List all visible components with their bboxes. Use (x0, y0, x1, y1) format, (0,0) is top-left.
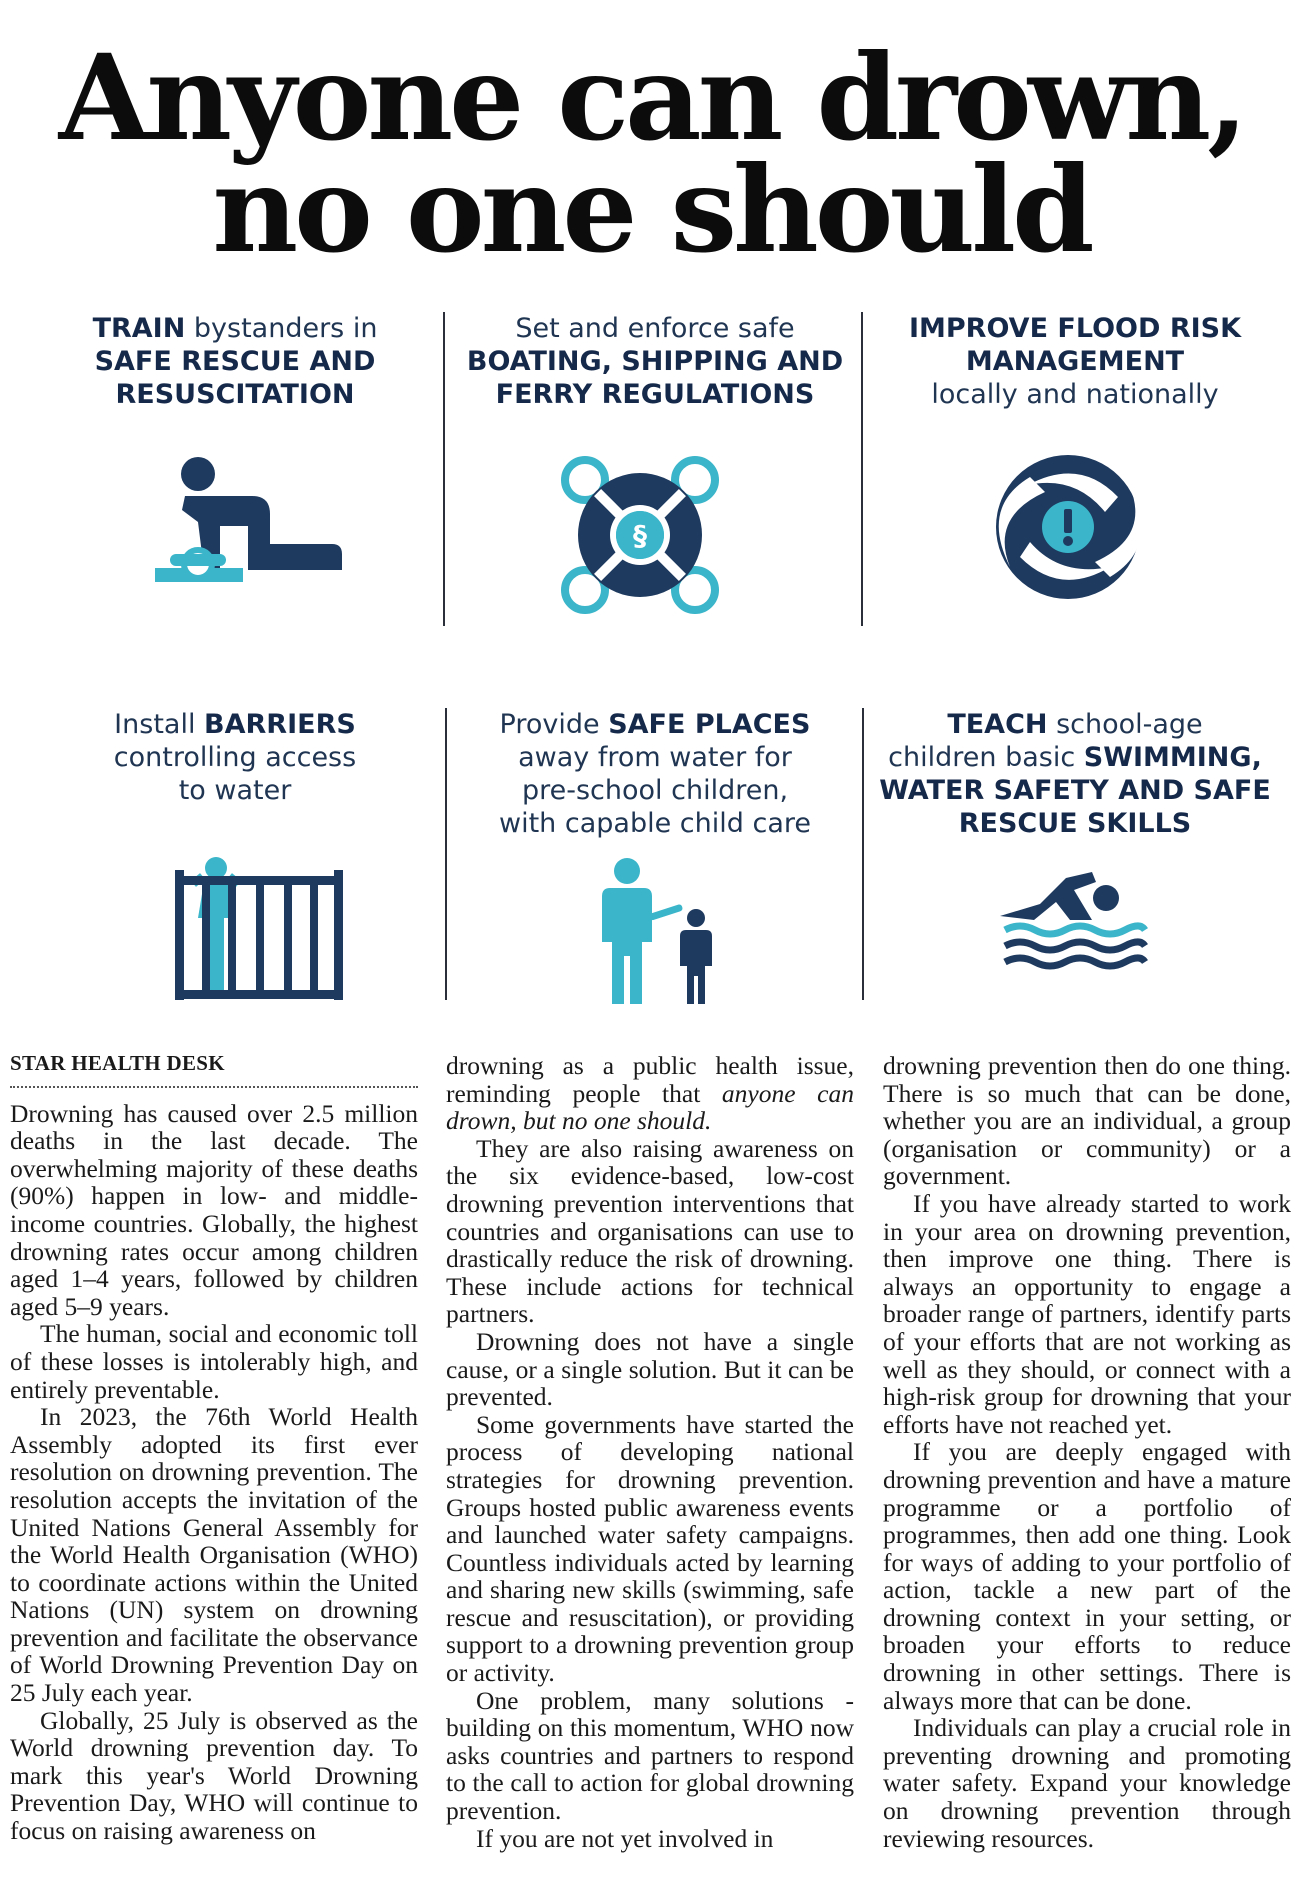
cell-train-bystanders (20, 312, 450, 411)
cell-barriers (20, 708, 450, 807)
headline (0, 28, 1303, 279)
article-paragraph: Individuals can play a crucial role in preventing drowning and promoting water safety. Expand your knowledge on drowning prevention through reviewing resources. (883, 1713, 1291, 1853)
caption-emphasis: SWIMMING, (1083, 742, 1262, 773)
headline-line-1: Anyone can drown, (58, 28, 1245, 167)
caption-emphasis: SAFE PLACES (608, 709, 811, 740)
cell-teach-swimming (860, 708, 1290, 840)
caption-text: with capable child care (499, 808, 811, 839)
caption-emphasis: TRAIN (92, 313, 186, 344)
article-paragraph: Some governments have started the process of developing national strategies for drowning prevention. Groups hosted public awareness events and launched water safety campaigns. Countless individuals acted by learning and sharing new skills (swimming, safe rescue and resuscitation), or providing support to a drowning prevention group or activity. (446, 1409, 854, 1688)
article-paragraph: Globally, 25 July is observed as the World drowning prevention day. To mark this year's World Drowning Prevention Day, WHO will continue to focus on raising awareness on (10, 1705, 418, 1846)
article-paragraph: If you are deeply engaged with drowning prevention and have a mature programme or a portfolio of programmes, then add one thing. Look for ways of adding to your portfolio of action, tackle a new part of the drowning context in your setting, or broaden your efforts to reduce drowning in other settings. There is always more that can be done. (883, 1437, 1291, 1715)
caption-text: locally and nationally (931, 379, 1219, 410)
article-paragraph: Drowning does not have a single cause, or a single solution. But it can be prevented. (446, 1326, 854, 1412)
caption-emphasis: MANAGEMENT (965, 346, 1185, 377)
cell-caption (440, 312, 870, 411)
caption-text: children basic (888, 742, 1084, 773)
article-paragraph: In 2023, the 76th World Health Assembly adopted its first ever resolution on drowning prevention. The resolution accepts the invitation of the United Nations General Assembly for the World Health Organisation (WHO) to coordinate actions within the United Nations (UN) system on drowning prevention and facilitate the observance of World Drowning Prevention Day on 25 July each year. (10, 1402, 418, 1708)
caption-emphasis: RESUSCITATION (115, 379, 355, 410)
divider-line (861, 312, 863, 626)
article-column-3 (883, 1052, 1291, 1852)
caption-text: to water (178, 775, 292, 806)
cell-boating-regulations (440, 312, 870, 552)
caption-emphasis: RESCUE SKILLS (958, 808, 1192, 839)
divider-line (862, 708, 864, 1000)
cell-caption (20, 312, 450, 411)
barrier-fence-icon (20, 856, 450, 1006)
article-paragraph: If you are not yet involved in (476, 1823, 774, 1853)
caption-text: bystanders in (185, 313, 378, 344)
emphasis-text: anyone can drown, but no one should. (446, 1078, 854, 1136)
article-column-1 (10, 1050, 418, 1845)
caption-text: pre-school children, (521, 775, 789, 806)
caption-text: school-age (1047, 709, 1203, 740)
cell-caption (860, 708, 1290, 840)
svg-text:§: § (633, 519, 647, 552)
article-paragraph: Drowning has caused over 2.5 million deaths in the last decade. The overwhelming majority of these deaths (90%) happen in low- and middle-income countries. Globally, the highest drowning rates occur among children aged 1–4 years, followed by children aged 5–9 years. (10, 1098, 418, 1321)
cpr-icon (20, 452, 450, 592)
caption-text: Install (114, 709, 205, 740)
article-paragraph: drowning prevention then do one thing. There is so much that can be done, whether you are an individual, a group (organisation or community) or a government. (883, 1051, 1291, 1191)
divider-line (443, 312, 445, 626)
adult-child-icon (440, 856, 870, 1006)
divider-line (445, 708, 447, 1000)
cell-flood-risk (860, 312, 1290, 411)
caption-emphasis: IMPROVE FLOOD RISK (908, 313, 1242, 344)
swimmer-icon (860, 858, 1290, 978)
byline: STAR HEALTH DESK (10, 1050, 418, 1088)
article-paragraph: If you have already started to work in your area on drowning prevention, then improve one thing. There is always an opportunity to engage a broader range of partners, identify parts of your efforts that are not working as well as they should, or connect with a high-risk group for drowning that your efforts have not reached yet. (883, 1188, 1291, 1439)
caption-emphasis: WATER SAFETY AND SAFE (879, 775, 1271, 806)
cell-caption (20, 708, 450, 807)
caption-emphasis: SAFE RESCUE AND (94, 346, 376, 377)
article-column-2 (446, 1052, 854, 1852)
cell-caption (860, 312, 1290, 411)
caption-emphasis: TEACH (947, 709, 1048, 740)
caption-emphasis: FERRY REGULATIONS (495, 379, 815, 410)
cell-caption (440, 708, 870, 840)
flood-storm-icon (860, 437, 1290, 617)
paragraph-text: drowning as a public health issue, reminding people that (446, 1051, 854, 1108)
article-paragraph (446, 1052, 854, 1135)
lifebuoy-icon (440, 442, 870, 622)
caption-emphasis: BOATING, SHIPPING AND (466, 346, 844, 377)
caption-text: Provide (499, 709, 609, 740)
caption-emphasis: BARRIERS (204, 709, 356, 740)
article-paragraph: The human, social and economic toll of these losses is intolerably high, and entirely preventable. (10, 1319, 418, 1404)
caption-text: controlling access (113, 742, 357, 773)
caption-text: away from water for (518, 742, 792, 773)
caption-text: Set and enforce safe (515, 313, 795, 344)
headline-line-2: no one should (212, 140, 1091, 279)
article-paragraph: They are also raising awareness on the six evidence-based, low-cost drowning prevention interventions that countries and organisations can use to drastically reduce the risk of drowning. These include actions for technical partners. (446, 1133, 854, 1329)
cell-safe-places (440, 708, 870, 840)
article-paragraph: One problem, many solutions - building on this momentum, WHO now asks countries and partners to respond to the call to action for global drowning prevention. (446, 1685, 854, 1826)
